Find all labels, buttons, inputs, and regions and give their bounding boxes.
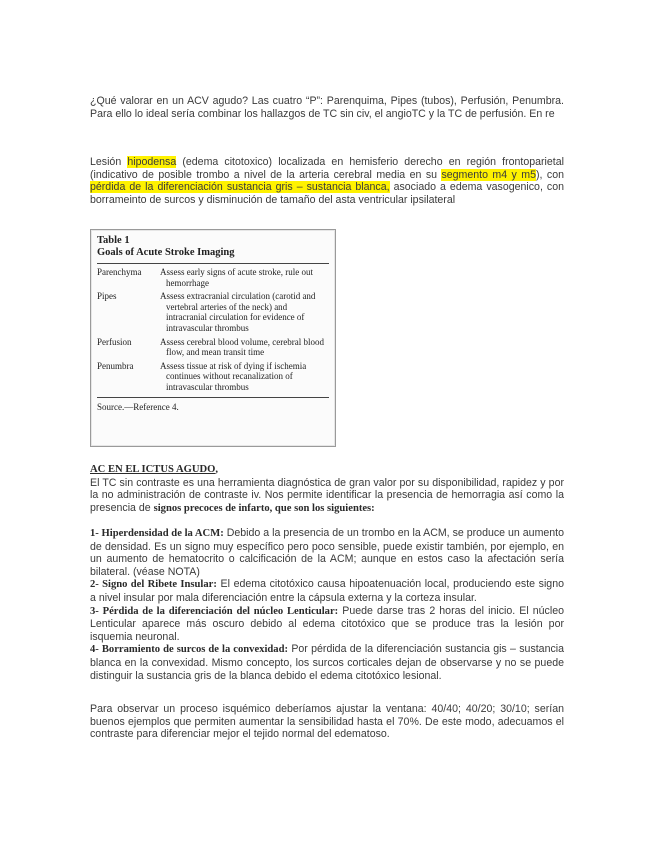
highlight-hipodensa: hipodensa — [127, 156, 177, 168]
table-row — [97, 361, 329, 393]
table-desc: Assess tissue at risk of dying if ischemia continues without recanalization of intravascular thrombus — [160, 360, 307, 392]
sign-text: Por pérdida de la diferenciación sustancia gis – sustancia blanca en la convexidad. Mismo concepto, los surcos corticales dejan de observarse y no se puede distinguir la sustancia gris de la blanca debido el edema citotóxico lesional. — [90, 643, 565, 682]
lesion-text-3: ), con — [536, 168, 564, 181]
ictus-body-bold: signos precoces de infarto, que son los siguientes: — [153, 502, 375, 514]
table-term: Parenchyma — [97, 267, 142, 277]
table-title: Goals of Acute Stroke Imaging — [97, 247, 235, 258]
sign-label: 2- Signo del Ribete Insular: — [90, 579, 217, 591]
table-source: Source.—Reference 4. — [97, 401, 179, 412]
sign-label: 4- Borramiento de surcos de la convexidad: — [90, 644, 289, 656]
signs-list — [90, 527, 564, 682]
table-title-number: Table 1 — [97, 235, 130, 246]
highlight-segmento: segmento m4 y m5 — [441, 168, 536, 181]
intro-text: ¿Qué valorar en un ACV agudo? Las cuatro “P”: Parenquima, Pipes (tubos), Perfusión, Penumbra. Para ello lo ideal sería combinar los hallazgos de TC sin civ, el angioTC y la TC de perfusión. En re — [90, 95, 564, 120]
ictus-heading-tail: , — [215, 464, 219, 475]
table-row — [97, 337, 329, 358]
lesion-text-1: Lesión — [90, 156, 128, 168]
highlight-perdida: pérdida de la diferenciación sustancia gris – sustancia blanca, — [90, 181, 390, 194]
table-term: Penumbra — [97, 360, 134, 371]
sign-text: El edema citotóxico causa hipoatenuación local, produciendo este signo a nivel insular por mala diferenciación entre la cápsula externa y la corteza insular. — [90, 578, 564, 604]
table-row — [97, 267, 329, 288]
table-desc: Assess extracranial circulation (carotid and vertebral arteries of the neck) and intracranial circulation for evidence of intravascular thrombus — [160, 291, 316, 333]
ictus-heading: AC EN EL ICTUS AGUDO — [90, 464, 216, 475]
intro-paragraph — [90, 95, 564, 120]
window-paragraph — [90, 703, 564, 741]
ictus-paragraph — [90, 463, 564, 515]
table-rule-top — [97, 263, 329, 264]
stroke-imaging-table-figure — [90, 229, 336, 447]
sign-label: 3- Pérdida de la diferenciación del núcleo Lenticular: — [90, 605, 339, 617]
window-text: Para observar un proceso isquémico deberíamos ajustar la ventana: 40/40; 40/20; 30/10; serían buenos ejemplos que permiten aumentar la sensibilidad hasta el 70%. De este modo, adecuamos el contraste para diferenciar mejor el tejido normal del edematoso. — [90, 703, 564, 741]
lesion-paragraph — [90, 156, 564, 206]
lesion-text-4: asociado a edema vasogenico, con borrameinto de surcos y disminución de tamaño del asta ventricular ipsilateral — [90, 181, 564, 206]
table-desc: Assess early signs of acute stroke, rule out hemorrhage — [160, 267, 313, 288]
table-row — [97, 291, 329, 333]
table-term: Pipes — [97, 291, 117, 302]
sign-text: Puede darse tras 2 horas del inicio. El núcleo Lenticular aparece más oscuro debido al edema citotóxico que se produce tras la lesión por isquemia neuronal. — [90, 604, 564, 643]
sign-text: Debido a la presencia de un trombo en la ACM, se produce un aumento de densidad. Es un signo muy específico pero poco sensible, puede existir también, por ejemplo, en un aumento de hematocrito o calcificación de la ACM; aunque en estos caso la afectación sería bilateral. (véase NOTA) — [90, 527, 565, 578]
lesion-text-2: (edema citotoxico) localizada en hemisferio derecho en región frontoparietal (indicativo de posible trombo a nivel de la arteria cerebral media en su — [90, 156, 564, 181]
table-term: Perfusion — [97, 336, 132, 347]
table-desc: Assess cerebral blood volume, cerebral blood flow, and mean transit time — [160, 336, 324, 358]
table-rule-bottom — [97, 397, 329, 398]
ictus-body: El TC sin contraste es una herramienta diagnóstica de gran valor por su disponibilidad, rapidez y por la no administración de contraste iv. Nos permite identificar la presencia de hemorragia así como la presencia de — [90, 476, 564, 514]
sign-label: 1- Hiperdensidad de la ACM: — [90, 528, 224, 539]
